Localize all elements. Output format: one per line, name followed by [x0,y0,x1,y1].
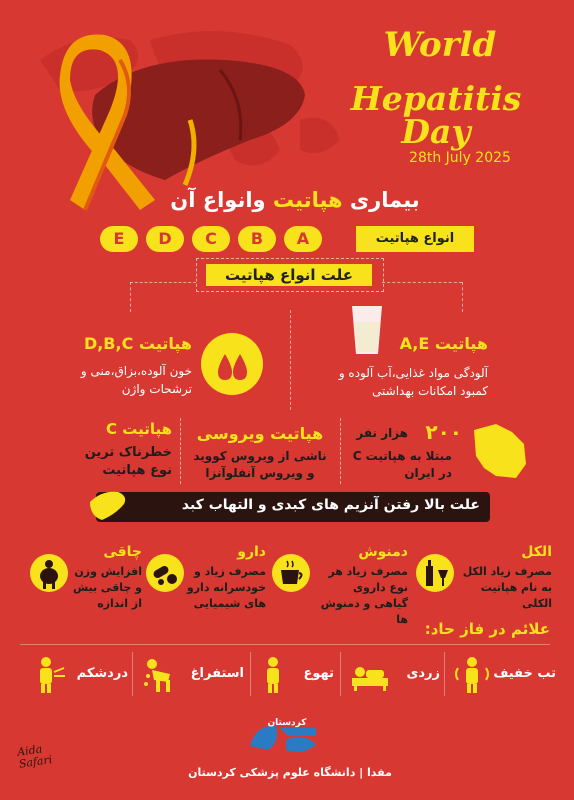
hep-ae-title: هپاتیت A,E [399,334,488,353]
hep-viral-title: هپاتیت ویروسی [196,424,324,443]
artist-signature: Aida Safari [16,742,54,771]
obese-person-icon [30,554,68,592]
symptom-nausea-label: تهوع [303,666,334,681]
abdominal-pain-icon [28,654,68,698]
cause-tea-desc: مصرف زیاد هر نوع داروی گیاهی و دمنوش ها [320,565,408,626]
hep-dbc-title: هپاتیت D,B,C [83,334,192,353]
small-liver-icon [88,488,128,526]
iran-stat-number: ۲۰۰ [425,420,462,444]
cause-alcohol-title: الکل [521,544,552,560]
milk-glass-icon [348,302,386,356]
main-title-part3: وانواع آن [170,188,273,212]
vomiting-icon [140,654,180,698]
logo-subtitle: کردستان [267,718,307,728]
type-badge: D [146,226,184,252]
hep-ae-desc: آلودگی مواد غذایی،آب آلوده و کمبود امکانات بهداشتی [338,366,488,398]
types-label-box: انواع هپاتیت [356,226,474,252]
event-date: 28th July 2025 [409,150,511,166]
cause-drugs-desc: مصرف زیاد و خودسرانه دارو های شیمیایی [186,565,266,610]
iran-stat-unit: هزار نفر [356,426,408,440]
iran-map-icon [466,418,532,488]
cause-obesity-title: چاقی [103,544,142,560]
hepatitis-types-row [100,226,322,252]
cause-tea-title: دمنوش [358,544,408,560]
cause-alcohol-desc: مصرف زیاد الکل به نام هپاتیت الکلی [462,565,552,610]
event-title-line2: Hepatitis Day [350,79,522,151]
cause-drugs-title: دارو [237,544,266,560]
alcohol-bottle-icon [416,554,454,592]
footer-credit: مفدا | دانشگاه علوم پزشکی کردستان [188,766,392,779]
iran-stat-desc: مبتلا به هپاتیت C در ایران [352,449,452,480]
symptom-jaundice-label: زردی [406,666,440,681]
tea-cup-icon [272,554,310,592]
type-badge: B [238,226,276,252]
event-title-line1: World [383,25,497,65]
cause-obesity-desc: افزایش وزن و چاقی بیش از اندازه [72,565,142,610]
symptom-fever-label: تب خفیف [493,666,556,681]
main-title [150,188,440,212]
type-badge: C [192,226,230,252]
type-badge: E [100,226,138,252]
symptoms-title: علائم در فاز حاد: [424,620,550,638]
jaundice-icon [350,658,390,696]
main-title-part2: هپاتیت [272,188,343,212]
main-title-part1: بیماری [342,188,420,212]
enzyme-banner-text: علت بالا رفتن آنزیم های کبدی و التهاب کبد [181,497,480,513]
hep-viral-desc: ناشی از ویروس کووید و ویروس آنفلوآنزا [193,449,327,480]
pills-icon [146,554,184,592]
hep-c-danger-title: هپاتیت C [105,420,172,438]
blood-drops-icon [200,332,264,400]
fever-icon [454,654,490,698]
nausea-icon [258,654,288,698]
causes-header: علت انواع هپاتیت [206,264,372,286]
type-badge: A [284,226,322,252]
hep-dbc-desc: خون آلوده،بزاق،منی و ترشحات واژن [80,364,192,396]
symptom-vomiting-label: استفراغ [190,666,244,681]
hep-c-danger-desc: خطرناک ترین نوع هپاتیت [84,445,172,478]
symptom-abdominal-pain-label: دردشکم [76,666,128,681]
